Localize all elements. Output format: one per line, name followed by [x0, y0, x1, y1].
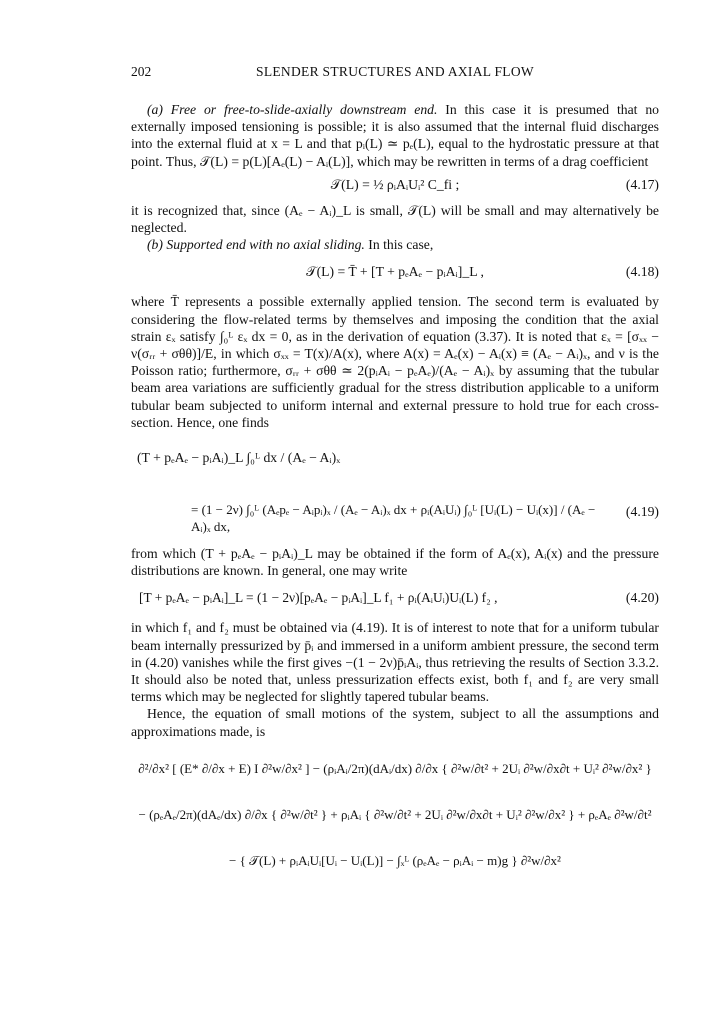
- equation-of-motion-line-3: − { 𝒯(L) + ρᵢAᵢUᵢ[Uᵢ − Uᵢ(L)] − ∫ₓᴸ (ρₑAₑ − ρᵢAᵢ − m)g } ∂²w/∂x²: [229, 852, 561, 868]
- paragraph-b-text: In this case,: [364, 237, 434, 253]
- equation-4-18-body: 𝒯(L) = T̄ + [T + pₑAₑ − pᵢAᵢ]_L ,: [306, 264, 484, 280]
- paragraph-a: [131, 101, 659, 170]
- body-text: [131, 101, 659, 900]
- paragraph-a-text: In this case it is presumed that no externally imposed tensioning is possible; it is also assumed that the internal fluid discharges into the external fluid at x = L and that pᵢ(L) ≃ pₑ(L), equal to the hydrostatic pressure at that point. Thus, 𝒯(L) = p(L)[Aₑ(L) − Aᵢ(L)], which may be rewritten in terms of a drag coefficient: [131, 102, 660, 169]
- paragraph-after-4-18: where T̄ represents a possible externally applied tension. The second term is evaluated by considering the flow-related terms by themselves and imposing the condition that the axial strain εₓ satisfy ∫₀ᴸ εₓ dx = 0, as in the derivation of equation (3.37). It is noted that εₓ = [σₓₓ − ν(σᵣᵣ + σθθ)]/E, in which σₓₓ = T(x)/A(x), where A(x) = Aₑ(x) − Aᵢ(x) ≡ (Aₑ − Aᵢ)ₓ, and ν is the Poisson ratio; furthermore, σᵣᵣ + σθθ ≃ 2(pᵢAᵢ − pₑAₑ)/(Aₑ − Aᵢ)ₓ by assuming that the tubular beam area variations are sufficiently gradual for the stress distribution applicable to a uniform tubular beam subjected to uniform internal and external pressure to hold true for each cross-section. Hence, one finds: [131, 294, 659, 430]
- equation-4-20: [131, 583, 659, 613]
- equation-4-19-line-1: (T + pₑAₑ − pᵢAᵢ)_L ∫₀ᴸ dx / (Aₑ − Aᵢ)ₓ: [137, 450, 341, 466]
- paragraph-after-4-17: it is recognized that, since (Aₑ − Aᵢ)_L is small, 𝒯(L) will be small and may alternatively be neglected.: [131, 202, 659, 236]
- equation-of-motion-line-2: − (ρₑAₑ/2π)(dAₑ/dx) ∂/∂x { ∂²w/∂t² } + ρᵢAᵢ { ∂²w/∂t² + 2Uᵢ ∂²w/∂x∂t + Uᵢ² ∂²w/∂x² } + ρₑAₑ ∂²w/∂t²: [138, 806, 652, 822]
- equation-4-19: [131, 435, 659, 539]
- equation-4-19-line-2: = (1 − 2ν) ∫₀ᴸ (Aₑpₑ − Aᵢpᵢ)ₓ / (Aₑ − Aᵢ)ₓ dx + ρᵢ(AᵢUᵢ) ∫₀ᴸ [Uᵢ(L) − Uᵢ(x)] / (Aₑ − Aᵢ)ₓ dx,: [191, 502, 596, 535]
- running-header: [131, 64, 659, 84]
- equation-4-19-number: (4.19): [625, 504, 659, 520]
- equation-4-17-number: (4.17): [625, 176, 659, 192]
- equation-of-motion-line-1: ∂²/∂x² [ (E* ∂/∂x + E) I ∂²w/∂x² ] − (ρᵢAᵢ/2π)(dAᵢ/dx) ∂/∂x { ∂²w/∂t² + 2Uᵢ ∂²w/∂x∂t + Uᵢ² ∂²w/∂x² }: [138, 760, 652, 776]
- equation-4-18-number: (4.18): [625, 264, 659, 280]
- equation-4-17: [131, 174, 659, 196]
- paragraph-a-title: (a) Free or free-to-slide-axially downstream end.: [147, 102, 438, 117]
- page-number: 202: [131, 64, 152, 79]
- paragraph-hence: Hence, the equation of small motions of the system, subject to all the assumptions and approximations made, is: [131, 706, 659, 739]
- equation-4-18: [131, 257, 659, 287]
- running-head-title: SLENDER STRUCTURES AND AXIAL FLOW: [256, 64, 534, 79]
- equation-4-20-number: (4.20): [625, 590, 659, 606]
- equation-of-motion: [131, 744, 659, 894]
- equation-4-20-body: [T + pₑAₑ − pᵢAᵢ]_L = (1 − 2ν)[pₑAₑ − pᵢAᵢ]_L f₁ + ρᵢ(AᵢUᵢ)Uᵢ(L) f₂ ,: [139, 590, 498, 606]
- paragraph-after-4-19: from which (T + pₑAₑ − pᵢAᵢ)_L may be obtained if the form of Aₑ(x), Aᵢ(x) and the pressure distributions are known. In general, one may write: [131, 546, 659, 579]
- paragraph-b-title: (b) Supported end with no axial sliding.: [147, 237, 365, 253]
- paragraph-b: [131, 236, 659, 253]
- equation-4-17-body: 𝒯(L) = ½ ρᵢAᵢUᵢ² C_fi ;: [330, 176, 460, 192]
- paragraph-after-4-20: in which f₁ and f₂ must be obtained via (4.19). It is of interest to note that for a uniform tubular beam internally pressurized by p̄ᵢ and immersed in a uniform ambient pressure, the second term in (4.20) vanishes while the first gives −(1 − 2ν)p̄ᵢAᵢ, thus retrieving the results of Section 3.3.2. It should also be noted that, unless pressurization effects exist, both f₁ and f₂ are very small terms which may be neglected for slightly tapered tubular beams.: [131, 620, 659, 705]
